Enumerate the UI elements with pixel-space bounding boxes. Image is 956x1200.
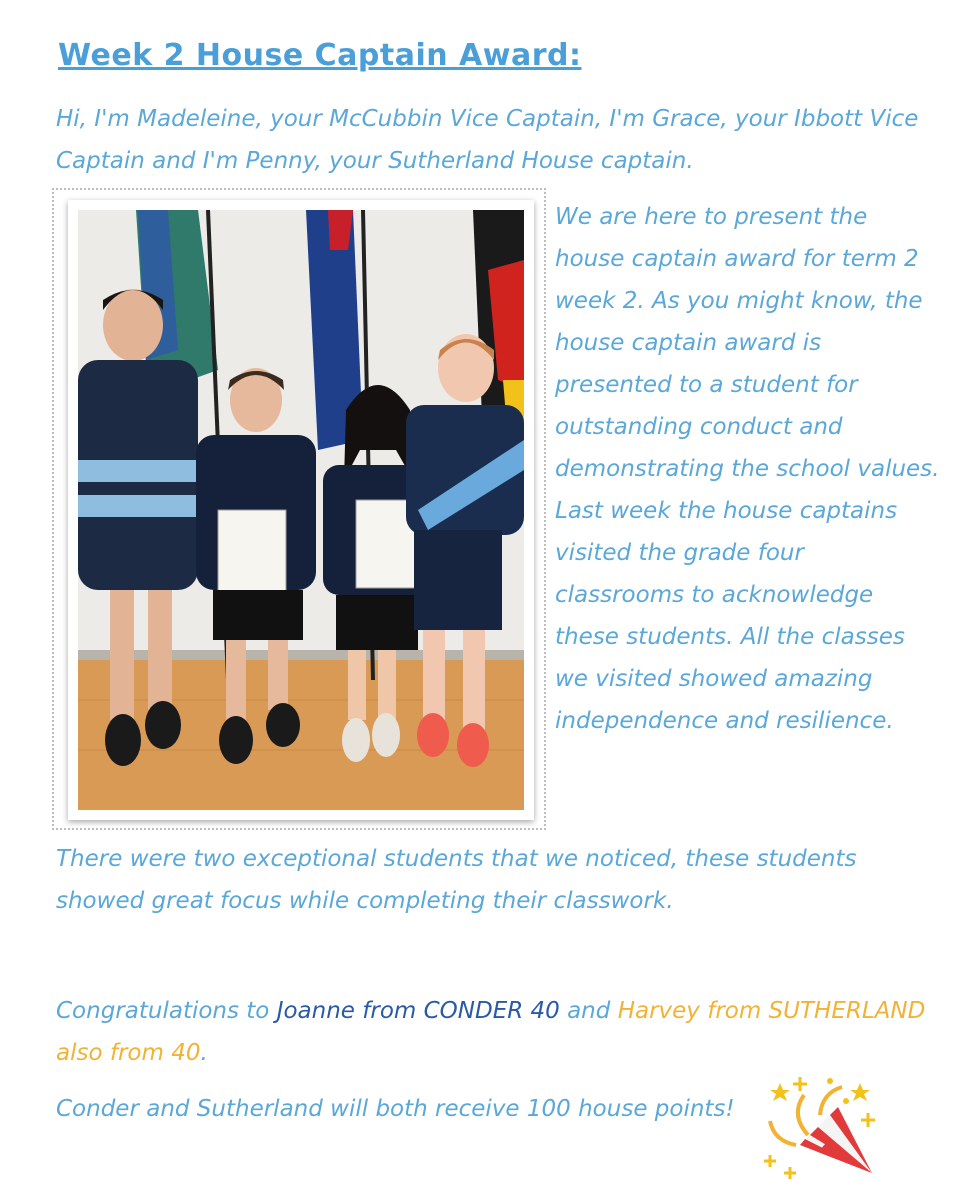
- students-photo: [78, 210, 524, 810]
- congrats-suffix: .: [200, 1040, 208, 1066]
- congrats-middle: and: [559, 998, 618, 1024]
- party-popper-icon: [760, 1075, 880, 1185]
- exceptional-students-paragraph: There were two exceptional students that we noticed, these students showed great focus while completing their classwork.: [56, 846, 857, 914]
- house-points-line: Conder and Sutherland will both receive 100 house points!: [56, 1096, 735, 1122]
- congratulations-paragraph: [56, 990, 936, 1074]
- congrats-prefix: Congratulations to: [56, 998, 277, 1024]
- sutherland-winner: Harvey from SUTHERLAND also from 40: [56, 998, 926, 1066]
- page-title: Week 2 House Captain Award:: [58, 38, 582, 73]
- award-description: We are here to present the house captain award for term 2 week 2. As you might know, the house captain award is presented to a student for outstanding conduct and demonstrating the school values. Last week the house captains visited the grade four classrooms to acknowledge these students. All the classes we visited showed amazing independence and resilience.: [555, 204, 940, 734]
- intro-paragraph: Hi, I'm Madeleine, your McCubbin Vice Captain, I'm Grace, your Ibbott Vice Captain and I'm Penny, your Sutherland House captain.: [56, 106, 919, 174]
- photo-frame: [52, 188, 546, 830]
- conder-winner: Joanne from CONDER 40: [276, 998, 560, 1024]
- photo-card: [68, 200, 534, 820]
